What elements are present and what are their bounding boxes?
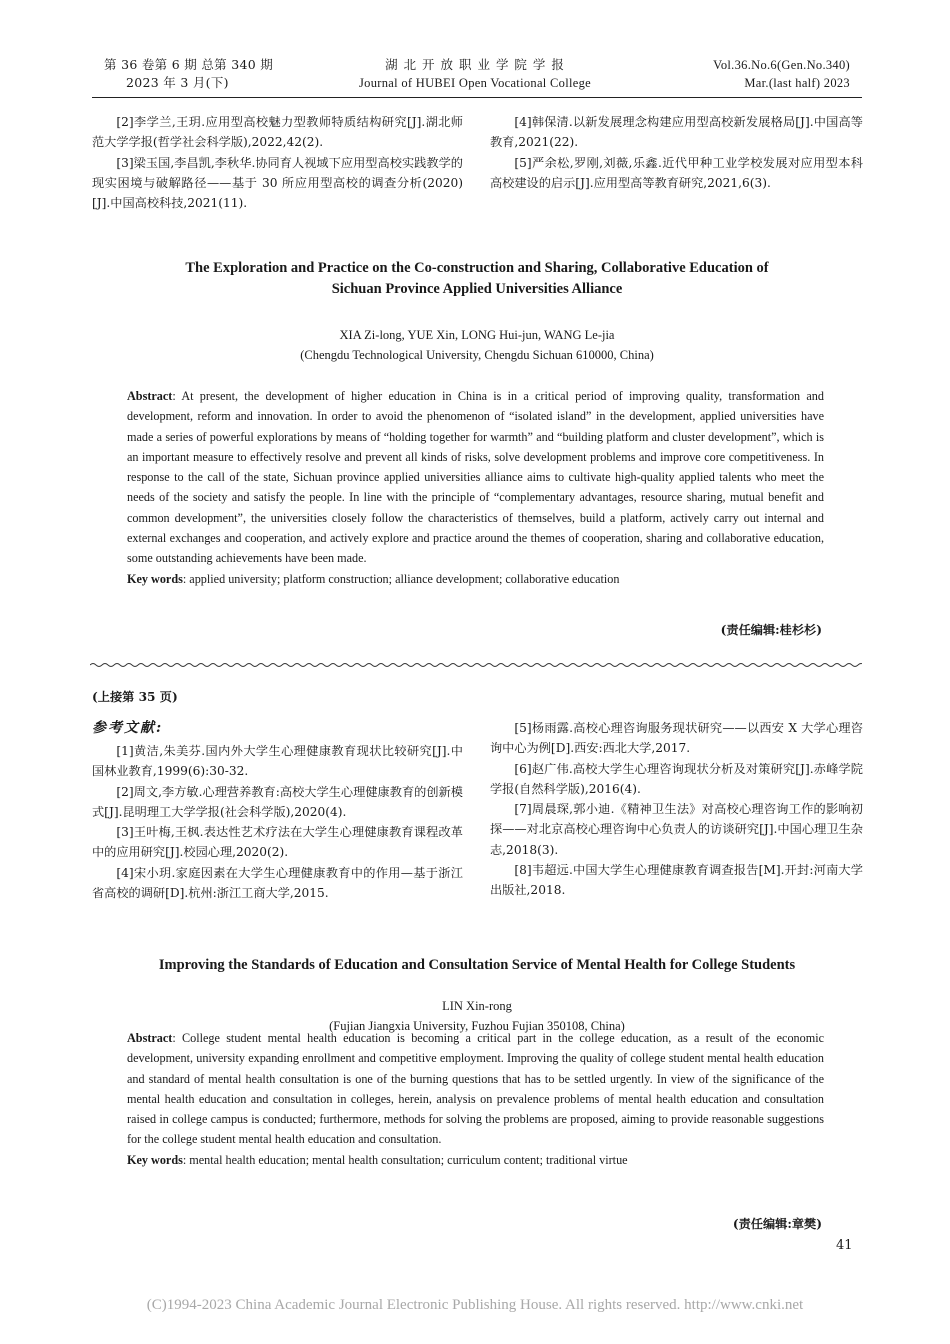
article1-authors [92, 325, 862, 365]
ref-item: [2]周文,李方敏.心理营养教育:高校大学生心理健康教育的创新模式[J].昆明理工大学学报(社会科学版),2020(4). [92, 784, 463, 819]
ref-item: [2]李学兰,王玥.应用型高校魅力型教师特质结构研究[J].湖北师范大学学报(哲学社会科学版),2022,42(2). [92, 115, 463, 150]
article2-abstract-text [127, 1028, 824, 1150]
ref-item: [1]黄洁,朱美芬.国内外大学生心理健康教育现状比较研究[J].中国林业教育,1999(6):30-32. [92, 744, 463, 779]
keywords-label: Key words [127, 1152, 183, 1167]
article1-title-line2: Sichuan Province Applied Universities Alliance [331, 281, 623, 297]
header-volume-issue: 第 36 卷第 6 期 总第 340 期 [104, 57, 274, 72]
ref-item: [5]杨雨露.高校心理咨询服务现状研究——以西安 X 大学心理咨询中心为例[D].西安:西北大学,2017. [490, 721, 863, 756]
article1-abstract [127, 386, 824, 589]
header-date: 2023 年 3 月(下) [126, 75, 229, 90]
ref-item: [4]韩保清.以新发展理念构建应用型高校新发展格局[J].中国高等教育,2021(22). [490, 115, 863, 150]
article1-title-line1: The Exploration and Practice on the Co-construction and Sharing, Collaborative Education of [185, 260, 769, 276]
article2-title: Improving the Standards of Education and Consultation Service of Mental Health for College Students [158, 957, 796, 973]
journal-title-cn: 湖 北 开 放 职 业 学 院 学 报 [385, 57, 565, 72]
continued-from: (上接第 35 页) [92, 690, 178, 704]
header-center [300, 56, 650, 92]
ref-item: [6]赵广伟.高校大学生心理咨询现状分析及对策研究[J].赤峰学院学报(自然科学版),2016(4). [490, 761, 863, 796]
article2-affiliation: (Fujian Jiangxia University, Fuzhou Fujian 350108, China) [329, 1019, 625, 1033]
keywords-body: : mental health education; mental health consultation; curriculum content; traditional virtue [182, 1152, 628, 1167]
page-number: 41 [836, 1238, 853, 1253]
ref-item: [7]周晨琛,郭小迪.《精神卫生法》对高校心理咨询工作的影响初探——对北京高校心理咨询中心负责人的访谈研究[J].中国心理卫生杂志,2018(3). [490, 802, 863, 857]
header-rule [92, 97, 862, 98]
ref-item: [3]梁玉国,李昌凯,李秋华.协同育人视域下应用型高校实践教学的现实困境与破解路径——基于 30 所应用型高校的调查分析(2020)[J].中国高校科技,2021(11). [92, 155, 463, 211]
header-date-en: Mar.(last half) 2023 [744, 76, 850, 90]
journal-title-en: Journal of HUBEI Open Vocational College [359, 76, 591, 90]
abstract-body: : At present, the development of higher education in China is in a critical period of improving quality, transformation and development, reform and innovation. In order to avoid the phenomenon of “isolated island” in the development, applied universities have made a series of powerful explorations by means of “holding together for warmth” and “building platform and cluster development”, which is an important measure to effectively resolve and prevent all kinds of risks, solve development problems and improve core competitiveness. In response to the call of the state, Sichuan province applied universities alliance aims to cultivate high-quality applied talents who meet the needs of the society and satisfy the people. In line with the principle of “complementary advantages, resource sharing, mutual benefit and common development”, the universities closely follow the characteristics of themselves, build a platform, actively carry out internal and external exchanges and cooperation, and actively explore and practice around the themes of cooperation, sharing and collaborative education, some outstanding achievements have been made. [127, 389, 824, 566]
copyright-footer: (C)1994-2023 China Academic Journal Electronic Publishing House. All rights reserved. http://www.cnki.net [146, 1297, 804, 1313]
ref-item: [3]王叶梅,王枫.表达性艺术疗法在大学生心理健康教育课程改革中的应用研究[J].校园心理,2020(2). [92, 825, 463, 860]
article2-editor: (责任编辑:章樊) [732, 1217, 822, 1231]
top-refs-left [92, 112, 463, 213]
article1-affiliation: (Chengdu Technological University, Chengdu Sichuan 610000, China) [300, 348, 654, 362]
header-vol-en: Vol.36.No.6(Gen.No.340) [713, 58, 850, 72]
article2-abstract [127, 1028, 824, 1170]
header-left [104, 56, 273, 92]
wavy-separator [90, 661, 862, 669]
keywords-label: Key words [127, 571, 183, 586]
ref-item: [4]宋小玥.家庭因素在大学生心理健康教育中的作用—基于浙江省高校的调研[D].杭州:浙江工商大学,2015. [92, 865, 463, 901]
abstract-body: : College student mental health education is becoming a critical part in the college education, as a result of the economic development, university expanding enrollment and competitive employment. Improving the quality of college student mental health education and standard of mental health consultation is one of the burning questions that has to be settled urgently. In view of the significance of the mental health education and consultation in colleges, herein, analysis on prevalence problems of mental health education and consultation raised in college campus is conducted; furthermore, methods for solving the problems are proposed, aiming to provide reasonable suggestions for the college student mental health education and consultation. [127, 1031, 824, 1147]
ref-item: [8]韦超远.中国大学生心理健康教育调查报告[M].开封:河南大学出版社,2018. [490, 863, 863, 898]
ref-item: [5]严余松,罗刚,刘薇,乐鑫.近代甲种工业学校发展对应用型本科高校建设的启示[J].应用型高等教育研究,2021,6(3). [490, 155, 863, 190]
abstract-label: Abstract [127, 1031, 173, 1045]
article1-abstract-text [127, 386, 824, 569]
bottom-refs-left [92, 741, 463, 903]
header-right [694, 56, 850, 92]
article1-title [92, 258, 862, 300]
bottom-refs-right [490, 718, 863, 901]
abstract-label: Abstract [127, 389, 173, 403]
top-refs-right [490, 112, 863, 193]
article1-keywords [127, 569, 824, 589]
article2-author-names: LIN Xin-rong [442, 999, 512, 1013]
article1-editor: (责任编辑:桂杉杉) [720, 623, 822, 637]
references-heading: 参考文献: [92, 720, 164, 736]
article2-keywords [127, 1150, 824, 1170]
keywords-body: : applied university; platform construction; alliance development; collaborative education [182, 571, 620, 586]
article1-author-names: XIA Zi-long, YUE Xin, LONG Hui-jun, WANG Le-jia [339, 328, 615, 342]
